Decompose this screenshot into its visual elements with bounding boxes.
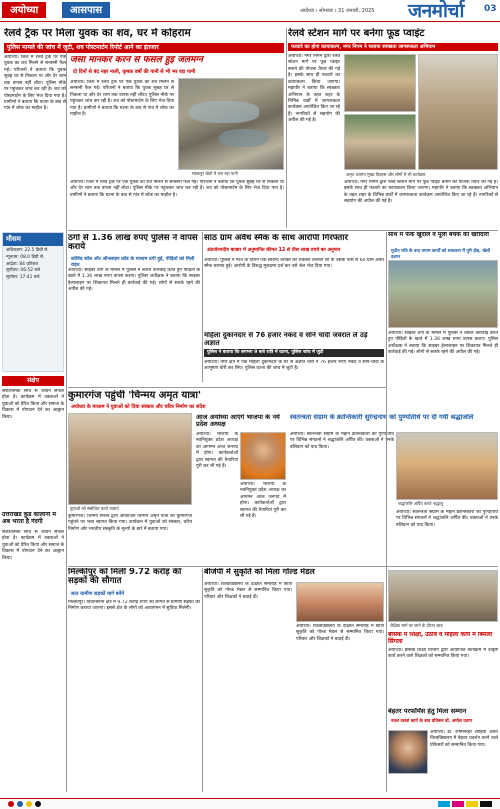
mahila-headline: महिला दुकानदार से 76 हजार नकद व सोने चांदी जवरात ले उड़े अज्ञात xyxy=(204,332,368,347)
blue-dot-icon xyxy=(17,801,23,807)
black-dot-icon xyxy=(35,801,41,807)
shraddhanjali-body-2: अयोध्या। स्वतन्त्रता संग्राम के महान क्रान्तिकारी की पुण्यतिथि पर विभिन्न संगठनों ने श्रद्धांजलि अर्पित की। वक्ताओं ने उनके बलिदान को याद किया। xyxy=(396,510,498,528)
kisan-headline: साथ में फेंके खुदाले व मूली बचके की खरीदारी xyxy=(388,232,489,238)
weather-rows xyxy=(3,246,63,283)
weather-row: अधिकतम: 22.5 डिग्री से. xyxy=(6,248,49,254)
row-rule xyxy=(68,566,498,567)
lead-body-col3: अयोध्या। जिले में रेलवे ट्रैक पर एक युवक का शव मिलने से सनसनी फैल गई। परिजनों ने बताया कि युवक सुबह घर से निकला था और देर शाम तक वापस नहीं लौटा। पुलिस मौके पर पहुंचकर जांच कर रही है। शव को पोस्टमार्टम के लिए भेज दिया गया है। ग्रामीणों ने बताया कि घटना के बाद से गांव में शोक का माहौल है। xyxy=(70,180,284,198)
date-line: अयोध्या । सोमवार । 31 जनवरी, 2025 xyxy=(300,8,375,14)
school-body: अयोध्या। बेसिक शिक्षा विभाग द्वारा आयोजित कार्यक्रम में उत्कृष्ट कार्य करने वाले शिक्षकों को सम्मानित किया गया। xyxy=(388,648,498,660)
kumar-body: कुमारगंज। चिन्मय मिशन द्वारा आयोजित चिन्मय अमृत यात्रा का कुमारगंज पहुंचने पर भव्य स्वागत किया गया। कार्यक्रम में युवाओं को संस्कार, चरित्र निर्माण और भारतीय संस्कृति के मूल्यों के बारे में बताया गया। xyxy=(68,514,192,532)
sath-subhead: अंतर्जनपदीय बाजार में अनुमानित कीमत 12 से तीस लाख रुपये का अनुमान xyxy=(207,248,341,253)
lead-headline: रेलवे ट्रैक पर मिला युवक का शव, घर में कोहराम xyxy=(4,28,191,39)
thagi-subhead: कोविड कॉल और ऑनलाइन फ्रॉड के माध्यम ठगी हुई, पीड़ितों को मिली राहत xyxy=(71,257,195,268)
sukriti-photo xyxy=(296,582,384,622)
rail-photo-2 xyxy=(344,114,416,170)
flood-photo-caption: मड़कपुर खेतों में भरा रहा पानी xyxy=(192,171,282,177)
brief-body: सकारात्मक सोच से जीवन सफल होता है। कार्यक्रम में वक्ताओं ने युवाओं को प्रेरित किया और समाज के विकास में योगदान देने का आह्वान किया। xyxy=(2,389,64,420)
milkipur-subhead: सात ग्रामीण सड़कों मार्ग बनेंगे xyxy=(71,591,125,597)
print-footer xyxy=(0,798,500,809)
city-tag: अयोध्या xyxy=(2,2,46,18)
kisan-photo xyxy=(388,260,498,328)
masthead xyxy=(0,0,500,22)
medal-body: अयोध्या। डॉ. राममनोहर लोहिया अवध विश्वविद्यालय में बेहतर प्रदर्शन करने वाले प्रोफेसरों को सम्मानित किया गया। xyxy=(430,730,498,748)
row-rule xyxy=(68,387,386,388)
column-rule xyxy=(202,232,203,382)
registration-marks xyxy=(8,801,41,807)
rail-photo-1 xyxy=(344,54,416,112)
mahila-body: अयोध्या। नगर क्षेत्र में एक महिला दुकानदार के घर से अज्ञात चोरों ने 76 हजार रुपए नकद व सोने-चांदी के आभूषण चोरी कर लिए। पुलिस घटना की जांच में जुटी है। xyxy=(204,360,384,372)
lead-strap: जैसा मानकर करने से फसलें हुई जलमग्न xyxy=(70,56,203,65)
karan-body: अयोध्या। भाजपा के नवनियुक्त प्रदेश अध्यक्ष का आगमन आज जनपद में होगा। कार्यकर्ताओं द्वारा स्वागत की तैयारियां पूरी कर ली गई हैं। xyxy=(196,432,238,470)
lead-strap2: दो दिनों से बंद नहर नाली, कृषक वर्षों की पानी से भी भर रहा पानी xyxy=(73,69,196,75)
page-number: 03 xyxy=(484,4,497,14)
medal-headline: बेहतर परफॉर्मेंस हेतु मिला सम्मान xyxy=(388,708,467,715)
shraddhanjali-photo-caption: श्रद्धांजलि अर्पित करते श्रद्धालु xyxy=(398,501,496,507)
weather-row: न्यूनतम: 08.0 डिग्री से. xyxy=(6,255,45,261)
leader-photo xyxy=(240,432,286,480)
rail-subhead: फव्वारे का होगा कायाकल्प, नगर निगम ने चलाया स्वच्छता जागरूकता अभियान xyxy=(288,43,498,51)
kisan-body: अयोध्या। साइबर ठगी के मामले में पुलिस ने त्वरित कार्रवाई करते हुए पीड़ितों के खाते में 1.36 लाख रुपए वापस कराए। पुलिस अधीक्षक ने बताया कि साइबर हेल्पलाइन पर शिकायत मिलते ही कार्रवाई की गई। लोगों से सतर्क रहने की अपील की गई। xyxy=(388,331,498,356)
mahila-subhead: पुलिस ने बताया कि लगभग 9 बजे रात्रि में घटना, पुलिस जांच में जुटी xyxy=(204,349,384,357)
weather-title: मौसम xyxy=(3,233,63,246)
column-rule xyxy=(286,28,287,228)
thagi-headline: ठगों से 1.36 लाख रुपए पुलिस ने वापस कराये xyxy=(68,234,198,253)
group-photo-caption: शैक्षिक मार्ग पर जाने के दौरान छात्र xyxy=(390,623,496,629)
red-dot-icon xyxy=(8,801,14,807)
shraddhanjali-headline: स्वतन्त्रता संग्राम के क्रान्तिकारी सुरेन्द्रनाथ को पुण्यतिथि पर दी गयी श्रद्धांजलि xyxy=(290,414,474,421)
thagi-body: अयोध्या। साइबर ठगी के मामले में पुलिस ने त्वरित कार्रवाई करते हुए पीड़ितों के खाते में 1.36 लाख रुपए वापस कराए। पुलिस अधीक्षक ने बताया कि साइबर हेल्पलाइन पर शिकायत मिलते ही कार्रवाई की गई। लोगों से सतर्क रहने की अपील की गई। xyxy=(68,268,200,293)
lead-body-col1: अयोध्या। जिले में रेलवे ट्रैक पर एक युवक का शव मिलने से सनसनी फैल गई। परिजनों ने बताया कि युवक सुबह घर से निकला था और देर शाम तक वापस नहीं लौटा। पुलिस मौके पर पहुंचकर जांच कर रही है। शव को पोस्टमार्टम के लिए भेज दिया गया है। ग्रामीणों ने बताया कि घटना के बाद से गांव में शोक का माहौल है। xyxy=(4,55,66,112)
flood-photo xyxy=(178,78,284,170)
shraddhanjali-body: अयोध्या। स्वतन्त्रता संग्राम के महान क्रान्तिकारी की पुण्यतिथि पर विभिन्न संगठनों ने श्रद्धांजलि अर्पित की। वक्ताओं ने उनके बलिदान को याद किया। xyxy=(290,432,394,450)
bjp-headline: बीजेपी में सुकृति को मिला गोल्ड मेडल xyxy=(204,568,315,576)
rail-body-col2: अयोध्या। नगर निगम द्वारा रेलवे स्टेशन मार्ग पर फूड प्वाइंट बनाने की योजना तैयार की गई है। इसके साथ ही फव्वारे का कायाकल्प किया जाएगा। महापौर ने बताया कि स्वच्छता अभियान के तहत शहर के विभिन्न वार्डों में जागरूकता कार्यक्रम आयोजित किए जा रहे हैं। नागरिकों से सहयोग की अपील की गई है। xyxy=(344,180,498,205)
rail-photo-3 xyxy=(418,54,498,170)
rail-photo-caption: अमृत अंतर्गत मुख्य विकास और लोगों में भी कार्यक्रम xyxy=(346,172,496,178)
milkipur-body: मिल्कीपुर। विधानसभा क्षेत्र में 9.72 करोड़ रुपए की लागत से ग्रामीण सड़कों का निर्माण कराया जाएगा। इससे क्षेत्र के लोगों को आवागमन में सुविधा मिलेगी। xyxy=(68,600,200,612)
rail-body-col1: अयोध्या। नगर निगम द्वारा रेलवे स्टेशन मार्ग पर फूड प्वाइंट बनाने की योजना तैयार की गई है। इसके साथ ही फव्वारे का कायाकल्प किया जाएगा। महापौर ने बताया कि स्वच्छता अभियान के तहत शहर के विभिन्न वार्डों में जागरूकता कार्यक्रम आयोजित किए जा रहे हैं। नागरिकों से सहयोग की अपील की गई है। xyxy=(288,54,340,124)
sath-body: अयोध्या। पुलिस ने गश्त के दौरान एक संदिग्ध व्यक्ति को रोककर तलाशी ली तो उसके पास से 60 ग्राम अवैध स्मैक बरामद हुई। आरोपी के विरुद्ध मुकदमा दर्ज कर उसे जेल भेज दिया गया। xyxy=(204,258,384,270)
magenta-bar xyxy=(452,801,464,807)
medal-subhead: नवल दसवां कार्य के बाद प्रोफेसर डॉ. अमोल प्रताप xyxy=(391,719,473,724)
yellow-dot-icon xyxy=(26,801,32,807)
row-rule xyxy=(68,230,498,231)
milkipur-headline: मिल्कीपुर को मिली 9.72 करोड़ की सड़कों की सौगात xyxy=(68,568,182,587)
kumar-photo xyxy=(68,413,192,505)
kumar-photo-caption: युवाओं को संबोधित करते यात्राएं xyxy=(70,506,190,512)
brief-story-2-body: सकारात्मक सोच से जीवन सफल होता है। कार्यक्रम में वक्ताओं ने युवाओं को प्रेरित किया और समाज के विकास में योगदान देने का आह्वान किया। xyxy=(2,530,64,561)
bjp-body-col1: अयोध्या। विश्वविद्यालय के दीक्षांत समारोह में छात्रा सुकृति को गोल्ड मेडल से सम्मानित किया गया। परिवार और शिक्षकों ने बधाई दी। xyxy=(204,582,292,600)
group-photo xyxy=(388,570,498,622)
weather-row: सूर्यास्त: 17:41 बजे xyxy=(6,274,40,280)
lead-subhead: पुलिस मामले की जांच में जुटी, शव पोस्टमार्टम रिपोर्ट आने का इंतजार xyxy=(4,43,284,53)
color-bars xyxy=(438,801,492,807)
kumar-subhead: अयोध्या के माध्यम ने युवाओं को दिया संस्कार और चरित्र निर्माण का संदेश xyxy=(71,404,206,410)
rail-headline: रेलवे स्टेशन मार्ग पर बनेगा फूड प्वाइंट xyxy=(288,28,425,39)
weather-row: सूर्योदय: 06:52 बजे xyxy=(6,268,41,274)
brief-story-2-title: उत्तराखंड कुंड कॉलोनी में अब भरता है गंदगी xyxy=(2,512,56,525)
black-bar xyxy=(480,801,492,807)
bjp-body-col2: अयोध्या। विश्वविद्यालय के दीक्षांत समारोह में छात्रा सुकृति को गोल्ड मेडल से सम्मानित किया गया। परिवार और शिक्षकों ने बधाई दी। xyxy=(296,624,384,642)
column-rule xyxy=(202,568,203,792)
brief-section-head: संक्षेप xyxy=(2,376,64,386)
kumar-headline: कुमारगंज पहुंची 'चिन्मय अमृत यात्रा' xyxy=(68,390,202,401)
lead-body-col2: अयोध्या। जिले में रेलवे ट्रैक पर एक युवक का शव मिलने से सनसनी फैल गई। परिजनों ने बताया कि युवक सुबह घर से निकला था और देर शाम तक वापस नहीं लौटा। पुलिस मौके पर पहुंचकर जांच कर रही है। शव को पोस्टमार्टम के लिए भेज दिया गया है। ग्रामीणों ने बताया कि घटना के बाद से गांव में शोक का माहौल है। xyxy=(70,80,174,118)
sath-headline: साठ ग्राम अवैध स्मैक के साथ आरोपी गिरफ्तार xyxy=(204,234,348,243)
newspaper-logo: जनमोर्चा xyxy=(408,0,464,22)
professor-photo xyxy=(388,730,428,774)
section-tag: आसपास xyxy=(62,2,110,18)
weather-box xyxy=(2,232,64,372)
column-rule xyxy=(66,52,67,792)
karan-headline: आज अयोध्या आएंगे भाजपा के नये प्रदेश अध्यक्ष xyxy=(196,414,280,429)
weather-row: आर्द्रता: 84 प्रतिशत xyxy=(6,261,38,267)
shraddhanjali-photo xyxy=(396,432,498,500)
yellow-bar xyxy=(466,801,478,807)
school-headline: बेसिक में शिक्षा, उठाव व महिला कार्य में बिमला सिंगला xyxy=(388,632,493,645)
cyan-bar xyxy=(438,801,450,807)
karan-body-2: अयोध्या। भाजपा के नवनियुक्त प्रदेश अध्यक्ष का आगमन आज जनपद में होगा। कार्यकर्ताओं द्वारा स्वागत की तैयारियां पूरी कर ली गई हैं। xyxy=(240,482,286,520)
kisan-subhead: मुदीत रात्रि के बाद तमाम कार्यों को सफलता में पुरी होड़, खेलों ढलान xyxy=(391,249,491,260)
column-rule xyxy=(386,232,387,792)
